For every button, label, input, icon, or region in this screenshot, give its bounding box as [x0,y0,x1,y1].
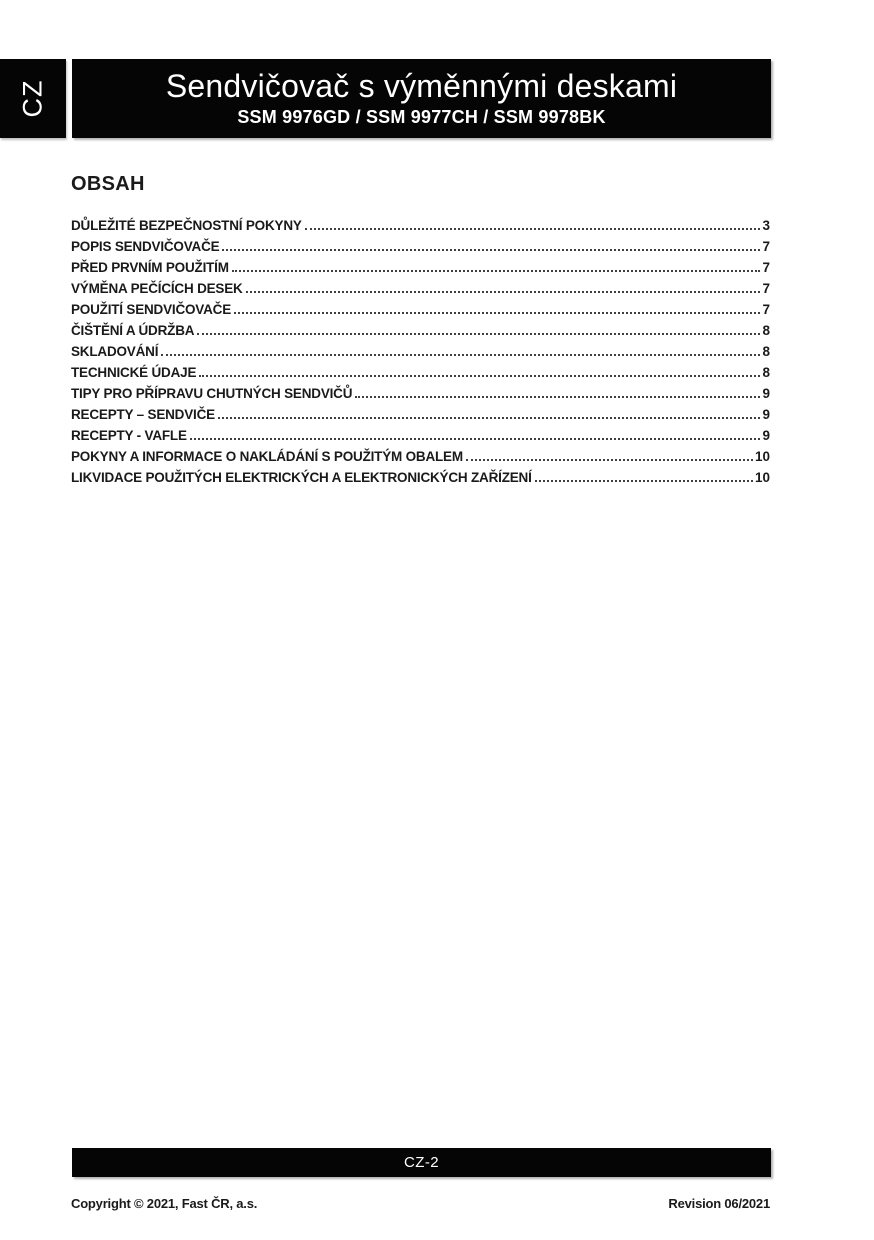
toc-entry-page: 7 [762,280,770,296]
toc-entry [71,381,770,402]
toc-entry [71,234,770,255]
toc-entry [71,402,770,423]
copyright-text: Copyright © 2021, Fast ČR, a.s. [71,1196,258,1211]
toc-entry-page: 10 [754,448,770,464]
toc-entry-page: 3 [762,217,770,233]
model-numbers: SSM 9976GD / SSM 9977CH / SSM 9978BK [237,107,606,128]
toc-entry-page: 9 [762,385,770,401]
toc-entry-label: PŘED PRVNÍM POUŽITÍM [71,259,229,275]
toc-leader-dots [199,375,760,377]
footer-page-bar [72,1148,771,1177]
product-title: Sendvičovač s výměnnými deskami [165,67,678,104]
toc-leader-dots [197,333,760,335]
toc-entry [71,360,770,381]
toc-entry [71,423,770,444]
toc-entry-page: 8 [762,364,770,380]
toc-entry [71,339,770,360]
toc-leader-dots [190,438,761,440]
toc-leader-dots [246,291,761,293]
toc-entry-page: 8 [762,343,770,359]
toc-leader-dots [161,354,760,356]
toc-entry-label: VÝMĚNA PEČÍCÍCH DESEK [71,280,243,296]
toc-entry-page: 8 [762,322,770,338]
toc-entry [71,255,770,276]
language-tab-label: CZ [17,79,48,118]
toc-entry [71,297,770,318]
toc-entry [71,465,770,486]
language-tab [0,59,66,138]
toc-leader-dots [355,396,760,398]
toc-entry-label: POUŽITÍ SENDVIČOVAČE [71,301,232,317]
toc-entry [71,444,770,465]
toc-entry-label: POKYNY A INFORMACE O NAKLÁDÁNÍ S POUŽITÝM OBALEM [71,448,463,464]
toc-entry-label: POPIS SENDVIČOVAČE [71,238,220,254]
toc-entry-label: RECEPTY - VAFLE [71,427,187,443]
toc-entry-page: 7 [762,238,770,254]
toc-list [71,213,770,486]
footer-page-label: CZ-2 [404,1154,439,1171]
revision-text: Revision 06/2021 [668,1196,770,1211]
toc-heading: OBSAH [71,173,145,195]
toc-entry-page: 9 [762,406,770,422]
toc-entry-label: ČIŠTĚNÍ A ÚDRŽBA [71,322,195,338]
toc-entry [71,276,770,297]
toc-entry-label: DŮLEŽITÉ BEZPEČNOSTNÍ POKYNY [71,217,302,233]
toc-entry [71,213,770,234]
toc-entry-label: TIPY PRO PŘÍPRAVU CHUTNÝCH SENDVIČŮ [71,385,353,401]
toc-entry-label: LIKVIDACE POUŽITÝCH ELEKTRICKÝCH A ELEKTRONICKÝCH ZAŘÍZENÍ [71,469,532,485]
toc-leader-dots [466,459,753,461]
toc-entry-label: RECEPTY – SENDVIČE [71,406,215,422]
header-banner [72,59,771,138]
toc-entry-page: 10 [754,469,770,485]
toc-entry-label: TECHNICKÉ ÚDAJE [71,364,197,380]
toc-leader-dots [232,270,761,272]
toc-leader-dots [222,249,760,251]
toc-entry-page: 7 [762,301,770,317]
toc-entry-label: SKLADOVÁNÍ [71,343,159,359]
toc-entry-page: 7 [762,259,770,275]
toc-entry-page: 9 [762,427,770,443]
toc-leader-dots [218,417,761,419]
toc-leader-dots [535,480,753,482]
toc-leader-dots [305,228,761,230]
toc-leader-dots [234,312,760,314]
toc-entry [71,318,770,339]
